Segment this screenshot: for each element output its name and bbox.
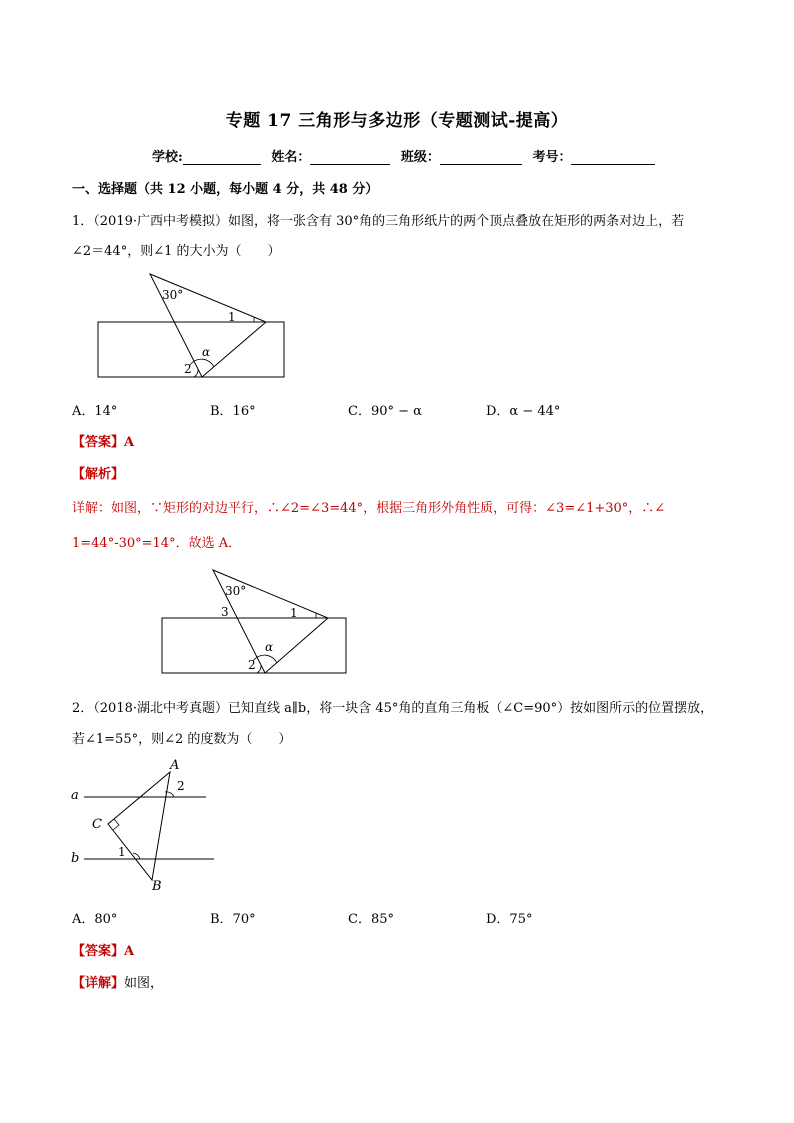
name-label: 姓名：: [271, 150, 311, 165]
q1-explanation-line2: 1=44°-30°=14°．故选 A．: [72, 536, 242, 551]
q2-label-A: A: [170, 758, 180, 773]
q2-label-a: a: [71, 788, 79, 803]
q1-label-2: 2: [184, 362, 192, 376]
q1-figure: [90, 266, 295, 382]
q1-option-c[interactable]: C．90° − α: [348, 404, 422, 419]
school-blank[interactable]: [183, 150, 261, 165]
class-blank[interactable]: [440, 150, 522, 165]
q2-figure: [66, 752, 226, 894]
q2-answer: [72, 940, 134, 959]
q1-angle2-arc: [194, 369, 198, 377]
q1-text-line1: 1．（2019·广西中考模拟）如图，将一张含有 30°角的三角形纸片的两个顶点叠放在矩形的两条对边上，若: [72, 214, 685, 229]
q2-detail: [72, 972, 163, 991]
q1-label-alpha: α: [202, 345, 211, 359]
q1-answer-value: A: [124, 435, 135, 450]
q1s-label-3: 3: [221, 605, 229, 619]
q2-label-1: 1: [118, 845, 126, 859]
q2-text-line2: 若∠1=55°，则∠2 的度数为（ ）: [72, 732, 292, 747]
q2-label-B: B: [152, 879, 162, 894]
q1s-label-2: 2: [248, 658, 256, 672]
q1-option-a[interactable]: A．14°: [72, 404, 118, 419]
q1-explanation-line1: 详解：如图，∵矩形的对边平行，∴∠2=∠3=44°，根据三角形外角性质，可得：∠3=∠1+30°，∴∠: [72, 501, 666, 516]
q2-label-b: b: [71, 851, 80, 866]
q2-option-c[interactable]: C．85°: [348, 912, 394, 927]
q1-option-d[interactable]: D．α − 44°: [486, 404, 561, 419]
q1-answer-tag: 【答案】: [72, 435, 125, 450]
section-title: 一、选择题（共 12 小题，每小题 4 分，共 48 分）: [72, 182, 379, 197]
q1s-label-1: 1: [290, 606, 298, 620]
q1s-angle2-arc: [257, 665, 261, 673]
q2-option-b[interactable]: B．70°: [210, 912, 256, 927]
name-blank[interactable]: [310, 150, 390, 165]
q1-label-1: 1: [228, 310, 236, 324]
q1-option-b[interactable]: B．16°: [210, 404, 256, 419]
q2-angle1-arc: [133, 853, 140, 859]
q1-text-line2: ∠2＝44°，则∠1 的大小为（ ）: [72, 244, 281, 259]
q2-answer-value: A: [124, 944, 135, 959]
q1-analysis-tag: 【解析】: [72, 467, 125, 482]
q2-right-angle-mark: [113, 819, 119, 830]
q2-option-d[interactable]: D．75°: [486, 912, 533, 927]
q2-detail-text: 如图，: [124, 976, 164, 991]
q2-label-C: C: [92, 817, 102, 832]
page-title: 专题 17 三角形与多边形（专题测试-提高）: [225, 111, 569, 131]
q1s-label-alpha: α: [265, 640, 274, 654]
exam-no-blank[interactable]: [571, 150, 655, 165]
exam-no-label: 考号：: [532, 150, 572, 165]
q2-answer-tag: 【答案】: [72, 944, 125, 959]
q2-label-2: 2: [177, 779, 185, 793]
q2-text-line1: 2．（2018·湖北中考真题）已知直线 a∥b，将一块含 45°角的直角三角板（∠C=90°）按如图所示的位置摆放，: [72, 701, 714, 716]
q2-detail-tag: 【详解】: [72, 976, 125, 991]
q1-answer: [72, 431, 134, 450]
class-label: 班级：: [400, 150, 440, 165]
student-info-line: [152, 146, 655, 165]
q1-label-30: 30°: [162, 288, 184, 302]
q2-option-a[interactable]: A．80°: [72, 912, 118, 927]
q1s-label-30: 30°: [225, 584, 247, 598]
school-label: 学校:: [152, 150, 183, 165]
q1-solution-figure: [155, 563, 355, 678]
